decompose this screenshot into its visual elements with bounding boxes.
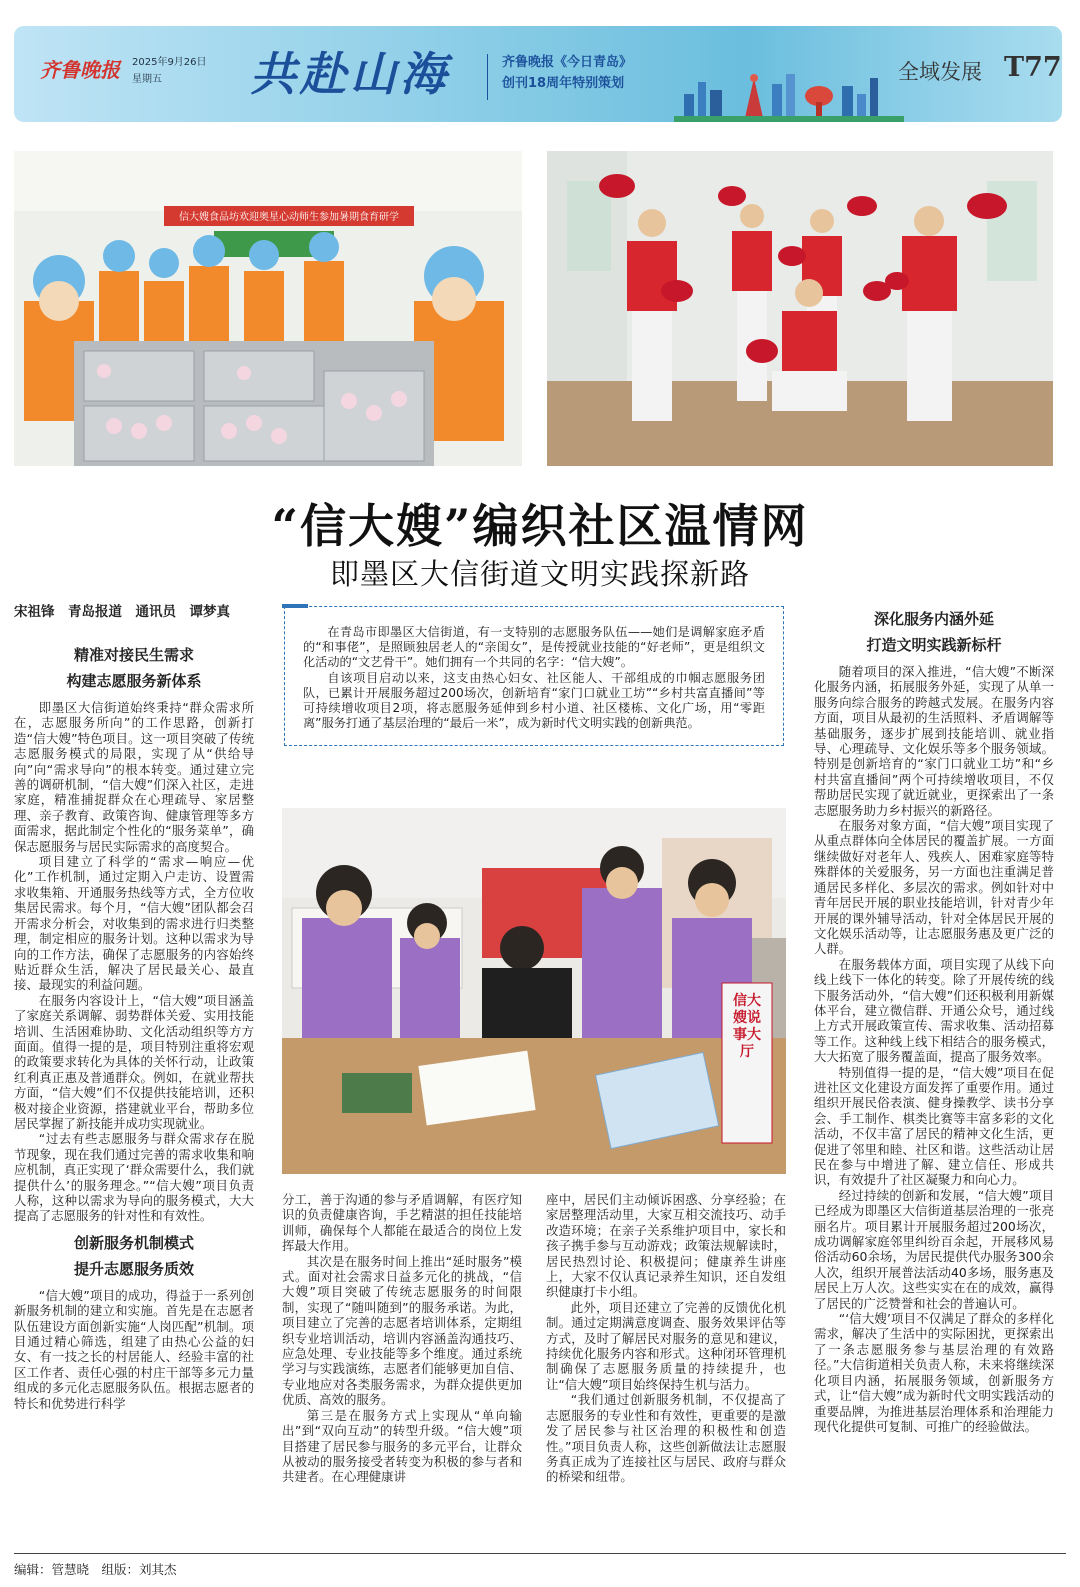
fan-dancers-image xyxy=(547,151,1053,466)
section-heading-1 xyxy=(14,642,254,694)
weekday-text: 星期五 xyxy=(132,74,162,85)
photo-volunteers-reception xyxy=(282,808,786,1174)
section-heading-3 xyxy=(814,606,1054,658)
special-title: 共赴山海 xyxy=(250,47,450,101)
paragraph: “‘信大嫂’项目不仅满足了群众的多样化需求，解决了生活中的实际困扰，更探索出了一条志愿服务参与基层治理的有效路径。”大信街道相关负责人称，未来将继续深化项目内涵，拓展服务领域，创新服务方式，让“信大嫂”成为新时代文明实践活动的重要品牌，为推进基层治理体系和治理能力现代化提供可复制、可推广的经验做法。 xyxy=(814,1311,1054,1434)
newspaper-logo: 齐鲁晚报 xyxy=(40,58,120,82)
paragraph: 其次是在服务时间上推出“延时服务”模式。面对社会需求日益多元化的挑战，“信大嫂”项目突破了传统志愿服务的时间限制，实现了“随叫随到”的服务承诺。为此，项目建立了完善的志愿者培训体系，定期组织专业培训活动，培训内容涵盖沟通技巧、应急处理、专业技能等多个维度。通过系统学习与实践演练，志愿者们能够更加自信、专业地应对各类服务需求，为群众提供更加优质、高效的服务。 xyxy=(282,1253,522,1408)
column-2 xyxy=(282,1192,522,1550)
paragraph: 此外，项目还建立了完善的反馈优化机制。通过定期满意度调查、服务效果评估等方式，及时了解居民对服务的意见和建议，持续优化服务内容和形式。这种闭环管理机制确保了志愿服务质量的持续提升，也让“信大嫂”项目始终保持生机与活力。 xyxy=(546,1299,786,1392)
page-number: T77 xyxy=(1004,52,1062,83)
section-heading-3-line-2: 打造文明实践新标杆 xyxy=(866,636,1002,654)
paragraph: 项目建立了科学的“需求—响应—优化”工作机制，通过定期入户走访、设置需求收集箱、开通服务热线等方式，全方位收集居民需求。每个月，“信大嫂”团队都会召开需求分析会，对收集到的需求进行归类整理，制定相应的服务计划。这种以需求为导向的工作方法，确保了志愿服务的内容始终贴近群众生活，解决了居民最关心、最直接、最现实的利益问题。 xyxy=(14,854,254,993)
paragraph: 即墨区大信街道始终秉持“群众需求所在，志愿服务所向”的工作思路，创新打造“信大嫂”特色项目。这一项目突破了传统志愿服务模式的局限，实现了从“供给导向”向“需求导向”的根本转变。通过建立完善的调研机制，“信大嫂”们深入社区，走进家庭，精准捕捉群众在心理疏导、家居整理、亲子教育、政策咨询、健康管理等多方面需求，据此制定个性化的“服务菜单”，确保志愿服务与居民实际需求的高度契合。 xyxy=(14,700,254,854)
column-4 xyxy=(814,606,1054,1550)
byline: 宋祖锋 青岛报道 通讯员 谭梦真 xyxy=(14,604,230,620)
editor-credits: 编辑：管慧晓 组版：刘其杰 xyxy=(14,1562,177,1577)
lead-paragraph-2: 自该项目启动以来，这支由热心妇女、社区能人、干部组成的巾帼志愿服务团队，已累计开展服务超过200场次，创新培育“家门口就业工坊”“乡村共富直播间”等可持续增收项目2项，将志愿服务延伸到乡村小道、社区楼栋、文化广场，用“零距离”服务打通了基层治理的“最后一米”，成为新时代文明实践的创新典范。 xyxy=(303,670,765,731)
paragraph: 在服务载体方面，项目实现了从线下向线上线下一体化的转变。除了开展传统的线下服务活动外，“信大嫂”们还积极利用新媒体平台，建立微信群、开通公众号，通过线上方式开展政策宣传、需求收集、活动招募等工作。这种线上线下相结合的服务模式，大大拓宽了服务覆盖面，提高了服务效率。 xyxy=(814,956,1054,1065)
section-heading-2-line-2: 提升志愿服务质效 xyxy=(73,1259,194,1278)
paragraph: “过去有些志愿服务与群众需求存在脱节现象，现在我们通过完善的需求收集和响应机制，真正实现了‘群众需要什么，我们就提供什么’的服务理念。”“信大嫂”项目负责人称，这种以需求为导向的服务模式，大大提高了志愿服务的针对性和有效性。 xyxy=(14,1131,254,1224)
section-name: 全域发展 xyxy=(898,60,982,84)
lead-paragraph-1: 在青岛市即墨区大信街道，有一支特别的志愿服务队伍——她们是调解家庭矛盾的“和事佬”，是照顾独居老人的“亲闺女”，是传授就业技能的“好老师”，更是组织文化活动的“文艺骨干”。她们拥有一个共同的名字：“信大嫂”。 xyxy=(303,625,765,670)
column-1 xyxy=(14,636,254,1550)
city-skyline-illustration xyxy=(674,64,904,122)
paragraph: 随着项目的深入推进，“信大嫂”不断深化服务内涵，拓展服务外延，实现了从单一服务向综合服务的跨越式发展。在服务内容方面，项目从最初的生活照料、矛盾调解等基础服务，逐步扩展到技能培训、就业指导、心理疏导、文化娱乐等多个服务领域。特别是创新培育的“家门口就业工坊”和“乡村共富直播间”两个可持续增收项目，不仅帮助居民实现了就近就业，更探索出了一条志愿服务助力乡村振兴的新路径。 xyxy=(814,664,1054,818)
subtitle-line-2: 创刊18周年特别策划 xyxy=(502,76,625,91)
banner-caption: 信大嫂食品坊欢迎奥星心动师生参加暑期食育研学 xyxy=(179,212,399,223)
special-subtitle xyxy=(502,52,632,94)
paragraph: 在服务内容设计上，“信大嫂”项目涵盖了家庭关系调解、弱势群体关爱、实用技能培训、生活困难协助、文化活动组织等方方面面。值得一提的是，项目特别注重将宏观的政策要求转化为具体的关怀行动，让政策红利真正惠及普通群众。例如，在就业帮扶方面，“信大嫂”们不仅提供技能培训，还积极对接企业资源，搭建就业平台，帮助多位居民掌握了新技能并成功实现就业。 xyxy=(14,992,254,1131)
paragraph: 在服务对象方面，“信大嫂”项目实现了从重点群体向全体居民的覆盖扩展。一方面继续做好对老年人、残疾人、困难家庭等特殊群体的关爱服务，另一方面也注重满足普通居民多样化、多层次的需求。例如针对中青年居民开展的职业技能培训，针对青少年开展的课外辅导活动，针对全体居民开展的文化娱乐活动等，让志愿服务惠及更广泛的人群。 xyxy=(814,818,1054,957)
paragraph: “信大嫂”项目的成功，得益于一系列创新服务机制的建立和实施。首先是在志愿者队伍建设方面创新实施“人岗匹配”机制。项目通过精心筛选，组建了由热心公益的妇女、有一技之长的村居能人、经验丰富的社区工作者、责任心强的村庄干部等多元力量组成的多元化志愿服务队伍。根据志愿者的特长和优势进行科学 xyxy=(14,1287,254,1411)
article-headline: “信大嫂”编织社区温情网 xyxy=(271,499,809,553)
column-3 xyxy=(546,1192,786,1550)
divider xyxy=(487,54,488,100)
paragraph: “我们通过创新服务机制，不仅提高了志愿服务的专业性和有效性，更重要的是激发了居民参与社区治理的积极性和创造性。”项目负责人称，这些创新做法让志愿服务真正成为了连接社区与居民、政府与群众的桥梁和纽带。 xyxy=(546,1392,786,1485)
masthead xyxy=(14,26,1062,122)
section-heading-1-line-1: 精准对接民生需求 xyxy=(73,646,194,664)
paragraph: 第三是在服务方式上实现从“单向输出”到“双向互动”的转型升级。“信大嫂”项目搭建了居民参与服务的多元平台，让群众从被动的服务接受者转变为积极的参与者和共建者。在心理健康讲 xyxy=(282,1407,522,1485)
section-heading-1-line-2: 构建志愿服务新体系 xyxy=(66,672,202,690)
subtitle-line-1: 齐鲁晚报《今日青岛》 xyxy=(502,55,633,70)
volunteers-reception-image xyxy=(282,808,786,1174)
lead-box xyxy=(284,606,784,746)
reception-sign: 信大嫂说事大厅 xyxy=(733,993,761,1060)
section-heading-3-line-1: 深化服务内涵外延 xyxy=(873,610,994,628)
photo-fan-dancers xyxy=(547,151,1053,466)
article-subheadline: 即墨区大信街道文明实践探新路 xyxy=(329,557,750,591)
paragraph-continuation: 座中，居民们主动倾诉困惑、分享经验；在家居整理活动里，大家互相交流技巧、动手改造环境；在亲子关系维护项目中，家长和孩子携手参与互动游戏；政策法规解读时，居民热烈讨论、积极提问；健康养生讲座上，大家不仅认真记录养生知识，还自发组织健康打卡小组。 xyxy=(546,1192,786,1300)
section-heading-2 xyxy=(14,1230,254,1282)
paragraph: 特别值得一提的是，“信大嫂”项目在促进社区文化建设方面发挥了重要作用。通过组织开展民俗表演、健身操教学、读书分享会、手工制作、棋类比赛等丰富多彩的文化活动，不仅丰富了居民的精神文化生活，更促进了邻里和睦、社区和谐。这些活动让居民在参与中增进了解、建立信任、形成共识，有效提升了社区凝聚力和向心力。 xyxy=(814,1064,1054,1188)
children-baking-image xyxy=(14,151,522,466)
section-heading-2-line-1: 创新服务机制模式 xyxy=(73,1233,194,1252)
paragraph-continuation: 分工，善于沟通的参与矛盾调解，有医疗知识的负责健康咨询，手艺精湛的担任技能培训师，确保每个人都能在最适合的岗位上发挥最大作用。 xyxy=(282,1192,522,1254)
date-text: 2025年9月26日 xyxy=(132,57,207,68)
paragraph: 经过持续的创新和发展，“信大嫂”项目已经成为即墨区大信街道基层治理的一张亮丽名片。项目累计开展服务超过200场次，成功调解家庭邻里纠纷百余起，开展移风易俗活动60余场，为居民提供代办服务300余人次，组织开展普法活动40多场，服务惠及居民上万人次。这些实实在在的成效，赢得了居民的广泛赞誉和社会的普遍认可。 xyxy=(814,1187,1054,1311)
issue-date xyxy=(132,54,207,88)
photo-children-baking xyxy=(14,151,522,466)
footer-rule xyxy=(14,1553,1066,1554)
